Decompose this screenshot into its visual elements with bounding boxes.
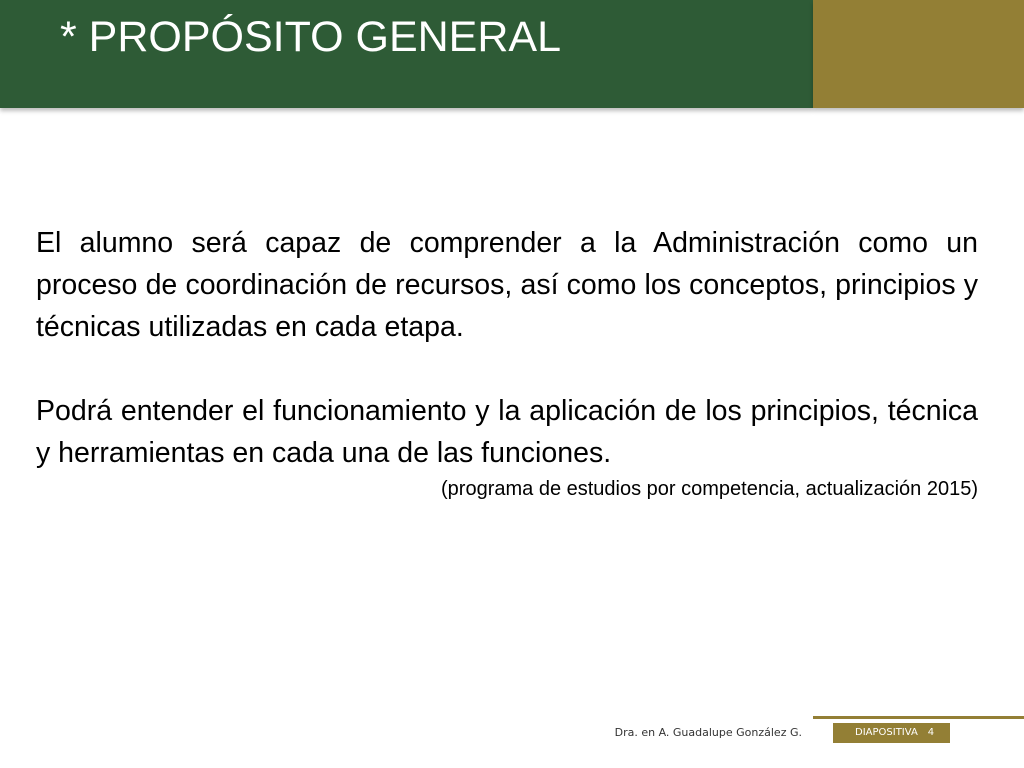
- title-accent-block: [813, 0, 1024, 108]
- footer-accent-line: [813, 716, 1024, 719]
- slide-body: [36, 222, 978, 502]
- slide-number-badge: [833, 723, 950, 743]
- slide-number: 4: [927, 727, 935, 738]
- title-bar: [0, 0, 813, 108]
- slide-title: * PROPÓSITO GENERAL: [60, 13, 562, 61]
- footer-author: Dra. en A. Guadalupe González G.: [614, 726, 802, 739]
- citation: (programa de estudios por competencia, actualización 2015): [441, 478, 978, 500]
- slide-number-label: DIAPOSITIVA: [855, 727, 918, 738]
- body-paragraph-2: Podrá entender el funcionamiento y la aplicación de los principios, técnica y herramientas en cada una de las funciones.: [36, 395, 978, 469]
- body-paragraph-1: El alumno será capaz de comprender a la Administración como un proceso de coordinación de recursos, así como los conceptos, principios y técnicas utilizadas en cada etapa.: [36, 227, 978, 343]
